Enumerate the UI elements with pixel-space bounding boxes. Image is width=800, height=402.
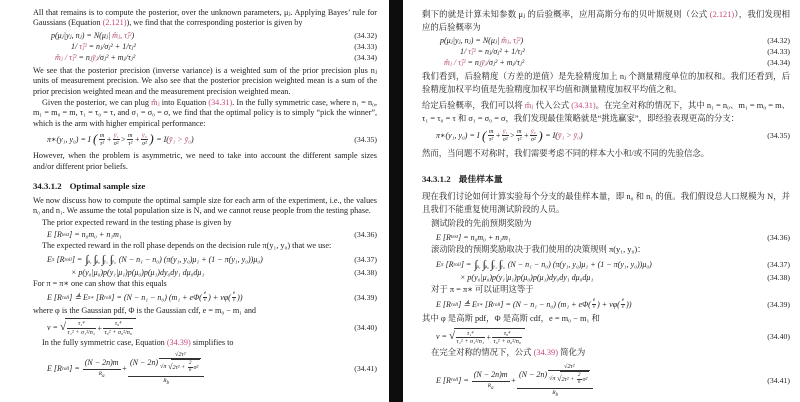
equation-34-35 [33,131,377,147]
math-run: [R [94,293,105,303]
equation-34-37: E π [R roll ] = ∫ $_{\mu_1}$ ∫ $_{\mu_0}$ ∫ $_{y_1}$ ∫ $_{y_0}$ (N − n₁ − n₀) (π(y₁, y₀)μ₁ + (1 − π(y₁, y₀))μ₀) (34.37) [47,253,377,266]
paragraph-simplifies [33,338,377,348]
sqrt-icon: √ [59,321,66,334]
integral-icon: ∫ [498,258,502,271]
page-gutter [389,0,403,402]
subscript: π [51,256,55,263]
text-run: 在完全对称的情况下，公式 [431,347,534,357]
subscript: roll [64,256,72,263]
fraction: $\frac{m}{\text{τ²}}$ [128,131,133,147]
fraction: √2τ² √π √ 2τ² + $\frac{2}{n}$ σ² [159,351,201,374]
equation-number: (34.35) [354,134,377,144]
fraction: $\frac{\text{ȳ₁}}{\text{σ²}}$ [113,131,119,147]
text-run: However, when the problem is asymmetric, we need to take into account the different sample sizes and/or different prior beliefs. [33,151,377,171]
equation-number: (34.38) [767,272,790,282]
equation-34-35 [422,128,790,144]
paragraph-roll-reward [33,241,377,251]
left-page [0,0,389,402]
eqref-link-2121[interactable]: (2.121) [709,10,735,19]
eqref-link-3431[interactable]: (34.31) [208,98,233,108]
math-run: E [R [436,300,451,310]
math-run: = nⱼ/σⱼ² + 1/τⱼ² [86,41,136,51]
math-run: p(μⱼ|yⱼ, nⱼ) = N(μⱼ| [440,36,502,46]
text-run: . In the fully symmetric case, where n₁ = n₀, m₁ = m₀ = m, τ₁ = τ₀ = τ, and σ₁ = σ₀ = σ, we find that the optimal policy is to simply “pick the winner”, which is the arm with higher empirical performance: [33,98,377,128]
equation-number: (34.40) [354,322,377,332]
math-run: ) [131,30,135,40]
math-run-red: m̂ⱼ / τ̂ⱼ² [444,58,466,68]
math-run: ) [190,134,194,144]
paragraph-test-reward [33,218,377,228]
fraction: $\frac{\text{ȳ₀}}{\text{σ²}}$ [530,127,536,144]
math-run: ) + vφ( [208,293,231,303]
equation-number: (34.39) [354,293,377,303]
math-run: π∗(y₁, y₀) = I [47,134,93,144]
fraction: $\frac{e}{v}$ [592,297,596,311]
open-paren: ( [93,131,98,147]
math-run: ] ≜ E [458,300,477,310]
text-run: All that remains is to compute the posterior, over the unknown parameters, μⱼ. Applying Bayes’ rule for Gaussians (Equation [33,8,377,28]
equation-34-36 [422,233,790,242]
equation-number: (34.36) [767,232,790,242]
math-run: ) + vφ( [597,300,620,310]
math-run-red: ȳ₁ > ȳ₀ [168,134,191,144]
equation-34-34 [422,58,790,67]
text-run: 剩下的就是计算未知参数 μⱼ 的后验概率，应用高斯分布的贝叶斯规则（公式 [422,10,710,19]
math-run: v = [47,322,60,332]
equation-number: (34.37) [767,260,790,270]
paragraph-precision [33,66,377,97]
eqref-link-3439[interactable]: (34.39) [166,337,191,347]
math-run: > [509,131,516,141]
math-run: )) [237,293,243,303]
math-run: ] = n₀m₀ + n₁m₁ [69,230,122,240]
subscript: roll [453,261,461,268]
fraction: $\frac{\text{ȳ₁}}{\text{σ²}}$ [502,127,508,144]
integral-icon: ∫ [490,258,494,271]
text-run: ), we find that the corresponding posterior is given by [126,18,303,28]
math-run: π∗(y₁, y₀) = I [436,131,482,141]
math-run-red: m̂ⱼ, τ̂ⱼ² [112,30,132,40]
subscript: test [61,231,70,238]
math-run: (N − n₁ − n₀) (π(y₁, y₀)μ₁ + (1 − π(y₁, y₀))μ₀) [505,260,652,270]
math-run-red: m̂ⱼ / τ̂ⱼ² [55,52,77,62]
section-title: Optimal sample size [69,181,146,192]
paragraph-gaussian-pdf-zh [422,313,790,326]
eqref-link-2121[interactable]: (2.121) [102,18,127,28]
text-run: 其中 φ 是高斯 pdf，Φ 是高斯 cdf，e = m₀ − m₁ 和 [422,314,600,324]
math-run: /σⱼ² + mⱼ/τⱼ² [97,52,136,62]
subscript: roll [450,377,459,384]
math-run: ] = n₀m₀ + n₁m₁ [458,232,511,242]
fraction: $\frac{\text{τ₀⁴}}{\text{τ₀² + σ₀²/n₀}}$ [493,329,521,345]
fraction: $\frac{\text{τ₁⁴}}{\text{τ₁² + σ₁²/n₁}}$ [456,329,485,345]
math-run-red: m̂ⱼ [151,98,160,108]
math-run: p(μⱼ|yⱼ, nⱼ) = N(μⱼ| [51,30,113,40]
paragraph-sample-size-zh [422,191,790,216]
underbrace-label: $R_a$ [487,382,494,391]
equation-number: (34.33) [354,41,377,51]
math-run: E [R [47,230,62,240]
equation-34-36 [33,230,377,239]
math-run-red: m̂ⱼ, τ̂ⱼ² [501,36,521,46]
text-run: 滚动阶段的预期奖励取决于我们使用的决策规则 π(y₁, y₀)： [431,244,646,254]
subscript: roll [104,294,112,301]
math-run: = nⱼ [76,52,93,62]
fraction: $\frac{\text{ȳ₀}}{\text{σ²}}$ [141,131,147,147]
math-run: = nⱼ [465,58,482,68]
math-run: E [R [436,232,451,242]
subscript: π∗ [476,301,484,308]
fraction: $\frac{2}{n}$ [188,360,192,374]
integral-icon: ∫ [85,253,89,266]
math-run: [R [483,300,494,310]
fraction: $\frac{m}{\text{τ²}}$ [517,127,522,144]
math-run: + [486,332,492,342]
math-run: = nⱼ/σⱼ² + 1/τⱼ² [475,47,525,57]
math-run: v = [436,331,449,341]
math-run-red: τ̂ⱼ² [468,47,476,57]
paragraph-asymmetric [33,151,377,172]
text-run: The expected reward in the roll phase depends on the decision rule π(y₁, y₀) that we use: [42,241,332,251]
math-run-red: τ̂ⱼ² [79,41,87,51]
text-run: 然而，当问题不对称时，我们需要考虑不同的样本大小和/或不同的先验信念。 [422,148,710,158]
paragraph-pi-star [33,279,377,289]
radicand: 2τ² + $\frac{2}{n}$ σ² [561,371,588,385]
equation-number: (34.32) [354,30,377,40]
text-run: We see that the posterior precision (inverse variance) is a weighted sum of the prior precision plus nⱼ units of measurement precision. We also see that the posterior precision weighted mean is a sum of the prior precision weighted mean and the measurement precision weighted mean. [33,65,377,96]
section-number: 34.3.1.2 [33,181,62,192]
underbrace-term-b [128,351,204,386]
math-run: 1/ [460,47,469,57]
math-run: + [106,134,112,144]
text-run: 对于 π = π∗ 可以证明这等于 [431,284,534,294]
underbrace-label: $R_b$ [163,378,170,387]
math-run: )) [626,300,632,310]
text-run: ），我们发现相应的后验概率为 [422,10,790,32]
equation-34-40 [422,328,790,345]
math-run-red: ȳ₁ > ȳ₀ [557,131,580,141]
equation-34-39 [422,298,790,311]
left-page-content [0,0,389,386]
text-run: simplifies to [190,337,234,347]
math-run: ] = [460,260,474,270]
section-heading [422,172,790,185]
math-run: ] = [71,255,85,265]
math-run: (N − 2n) [518,369,548,379]
math-run: × p(y₀|μ₀)p(y₁|μ₁)p(μ₀)p(μ₁)dy₀dy₁ dμ₀dμ₁ [460,272,594,282]
math-run-red: ȳⱼ [481,58,487,68]
radicand [454,328,525,345]
section-number: 34.3.1.2 [422,174,451,185]
math-run-red: m̂ⱼ [524,101,534,111]
paragraph-pick-winner [33,98,377,129]
open-paren: ( [482,127,487,143]
math-run: E [R [436,375,451,385]
equation-34-41 [422,363,790,398]
close-paren: ) [149,131,154,147]
equation-34-38 [422,273,790,282]
equation-number: (34.39) [767,300,790,310]
integral-icon: ∫ [109,253,113,266]
equation-34-32 [33,31,377,40]
equation-34-33 [33,42,377,51]
underbrace-term-a [83,358,121,379]
section-heading [33,181,377,191]
equation-number: (34.34) [767,58,790,68]
equation-number: (34.41) [767,375,790,385]
math-run: ] = (N − n₁ − n₀) [111,293,169,303]
paragraph-pi-star-zh [422,284,790,297]
fraction: $\frac{\text{τ₁⁴}}{\text{τ₁² + σ₁²/n₁}}$ [67,320,96,336]
math-run: × p(y₀|μ₀)p(y₁|μ₁)p(μ₀)p(μ₁)dy₀dy₁ dμ₀dμ₁ [71,267,205,277]
paragraph-roll-reward-zh [422,244,790,257]
math-run: (N − 2n)m [473,369,508,379]
math-run: E [47,255,52,265]
text-run: 现在我们讨论如何计算实验每个分支的最佳样本量，即 n₀ 和 n₁ 的值。我们假设总人口规模为 N，并且我们不能重复使用测试阶段的人员。 [422,192,790,214]
underbrace-label: $R_b$ [552,389,559,398]
text-run: into Equation [159,98,209,108]
fraction: $\frac{\text{τ₀⁴}}{\text{τ₀² + σ₀²/n₀}}$ [104,320,132,336]
math-run: = I( [543,131,558,141]
text-run: 我们看到，后验精度（方差的逆值）是先验精度加上 nⱼ 个测量精度单位的加权和。我们还看到，后验精度加权平均值是先验精度加权平均值和测量精度加权平均值之和。 [422,72,790,94]
integral-icon: ∫ [474,258,478,271]
right-page [403,0,800,402]
text-run: For π = π∗ one can show that this equals [33,278,167,288]
subscript: roll [61,365,70,372]
subscript: roll [61,294,70,301]
subscript: roll [450,301,459,308]
math-run: /σⱼ² + mⱼ/τⱼ² [486,58,525,68]
math-run: ] = (N − n₁ − n₀) [500,300,558,310]
math-run: + [134,134,140,144]
text-run: 给定后验概率，我们可以将 [422,101,525,111]
paragraph-posterior-intro-zh [422,9,790,34]
equation-number: (34.35) [767,131,790,141]
equation-34-41 [33,351,377,386]
integral-icon: ∫ [101,253,105,266]
equation-34-40 [33,318,377,335]
section-title: 最佳样本量 [458,174,503,185]
math-run: + [121,364,127,374]
right-page-content [403,0,800,398]
equation-number: (34.41) [354,364,377,374]
paragraph-posterior-intro [33,8,377,29]
close-paren: ) [538,127,543,143]
subscript: roll [493,301,501,308]
paragraph-gaussian-pdf [33,306,377,316]
math-run: = I( [154,134,169,144]
math-run: (N − 2n)m [84,358,119,368]
equation-number: (34.40) [767,331,790,341]
paragraph-simplifies-zh [422,347,790,360]
equation-34-38 [33,268,377,277]
text-run: We now discuss how to compute the optimal sample size for each arm of the experiment, i.e., the values n₀ and n₁. We assume the total population size is N, and we cannot reuse people from the testing phase. [33,196,377,216]
equation-34-39 [33,291,377,304]
math-run: + [495,131,501,141]
underbrace-label: $R_a$ [98,371,105,380]
underbrace-term-a [472,370,510,391]
math-run: E [R [47,293,62,303]
sqrt-icon: √ [557,373,562,383]
paragraph-asymmetric-zh [422,148,790,161]
equation-34-33 [422,47,790,56]
subscript: π∗ [87,294,95,301]
math-run: (m₁ + eΦ( [557,300,591,310]
math-run: + [523,131,529,141]
equation-number: (34.34) [354,52,377,62]
radicand [65,318,136,335]
math-run: (N − n₁ − n₀) (π(y₁, y₀)μ₁ + (1 − π(y₁, y₀))μ₀) [116,255,263,265]
math-run: ] = [69,364,82,374]
text-run: 代入公式 [533,101,572,111]
equation-34-34 [33,53,377,62]
math-run: ] ≜ E [69,293,88,303]
fraction: $\frac{e}{v}$ [203,290,207,304]
integral-icon: ∫ [93,253,97,266]
fraction: $\frac{m}{\text{τ²}}$ [99,131,105,147]
equation-34-32 [422,36,790,45]
equation-number: (34.38) [354,267,377,277]
eqref-link-3431[interactable]: (34.31) [571,101,596,111]
math-run: + [510,375,516,385]
paragraph-pick-winner-zh [422,100,790,125]
equation-34-37: E π [R roll ] = ∫ $_{\mu_1}$ ∫ $_{\mu_0}$ ∫ $_{y_1}$ ∫ $_{y_0}$ (N − n₁ − n₀) (π(y₁, y₀)μ₁ + (1 − π(y₁, y₀))μ₀) (34.37) [436,258,790,271]
text-run: 简化为 [558,347,586,357]
math-run: ] = [458,375,471,385]
paragraph-sample-size [33,196,377,217]
equation-number: (34.33) [767,47,790,57]
fraction: $\frac{m}{\text{τ²}}$ [488,127,494,144]
text-run: 。在完全对称的情况下，其中 n₁ = n₀、m₁ = m₀ = m、τ₁ = τ₀ = τ 和 σ₁ = σ₀ = σ，我们发现最佳策略就是“挑选赢家”，即经验表现更高的分支： [422,101,790,123]
subscript: π [440,261,444,268]
radicand: 2τ² + $\frac{2}{n}$ σ² [172,360,199,374]
underbrace-term-b [517,363,593,398]
sqrt-icon: √ [448,330,455,343]
math-run: [R [443,260,454,270]
math-run: [R [54,255,65,265]
subscript: test [450,234,459,241]
math-run: E [R [47,364,62,374]
equation-number: (34.32) [767,36,790,46]
text-run: 测试阶段的先前预期奖励为 [431,219,532,229]
equation-number: (34.36) [354,230,377,240]
eqref-link-3439[interactable]: (34.39) [533,347,559,357]
math-run: + [97,323,103,333]
fraction: $\frac{2}{n}$ [577,371,581,385]
paragraph-test-reward-zh [422,218,790,231]
integral-icon: ∫ [482,258,486,271]
math-run: ) [520,36,524,46]
fraction: √2τ² √π √ 2τ² + $\frac{2}{n}$ σ² [548,363,590,386]
text-run: where φ is the Gaussian pdf, Φ is the Gaussian cdf, e = m₀ − m₁ and [33,306,257,316]
math-run: > [120,134,127,144]
fraction: $\frac{e}{v}$ [232,290,236,304]
text-run: Given the posterior, we can plug [42,98,152,108]
sqrt-icon: √ [168,362,173,372]
math-run: ) [579,131,583,141]
paragraph-precision-zh [422,71,790,96]
text-run: In the fully symmetric case, Equation [42,337,167,347]
fraction: $\frac{e}{v}$ [621,297,625,311]
math-run: 1/ [71,41,80,51]
math-run: E [436,260,441,270]
math-run: (m₁ + eΦ( [168,293,202,303]
equation-number: (34.37) [354,255,377,265]
math-run: (N − 2n) [129,358,159,368]
math-run-red: ȳⱼ [92,52,98,62]
text-run: The prior expected reward in the testing phase is given by [42,217,232,227]
